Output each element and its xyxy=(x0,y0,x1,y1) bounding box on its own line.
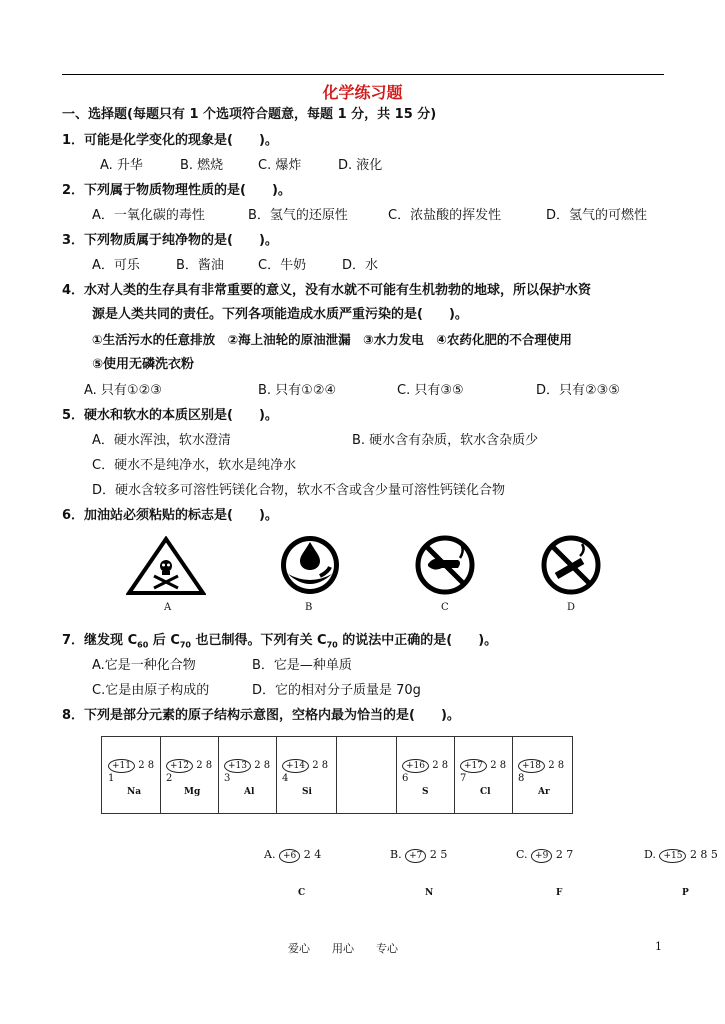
q1-option-b: B. 燃烧 xyxy=(180,158,224,173)
q5-option-d: D．硬水含较多可溶性钙镁化合物，软水不含或含少量可溶性钙镁化合物 xyxy=(92,483,506,498)
q2-option-a: A．一氧化碳的毒性 xyxy=(92,208,205,223)
q4-option-c: C. 只有③⑤ xyxy=(397,383,464,398)
q4-option-d: D．只有②③⑤ xyxy=(536,383,620,398)
sign-label-a: A xyxy=(164,602,172,613)
table-cell-na: +11 2 8 1 Na xyxy=(102,737,161,813)
q8-option-c-symbol: F xyxy=(556,888,563,898)
q4-items-line1: ①生活污水的任意排放 ②海上油轮的原油泄漏 ③水力发电 ④农药化肥的不合理使用 xyxy=(92,332,572,347)
q8-option-d-symbol: P xyxy=(682,888,689,898)
q1-option-c: C. 爆炸 xyxy=(258,158,302,173)
sign-label-b: B xyxy=(305,602,313,613)
page-footer: 爱心 用心 专心 xyxy=(288,942,398,955)
q4-items-line2: ⑤使用无磷洗衣粉 xyxy=(92,357,195,372)
q8-option-a-symbol: C xyxy=(298,888,306,898)
q3-option-a: A．可乐 xyxy=(92,258,140,273)
q5-option-c: C．硬水不是纯净水，软水是纯净水 xyxy=(92,458,297,473)
q4-option-a: A. 只有①②③ xyxy=(84,383,162,398)
toxic-warning-icon xyxy=(126,536,206,596)
table-cell-ar: +18 2 8 8 Ar xyxy=(518,760,565,797)
q4-option-b: B. 只有①②④ xyxy=(258,383,337,398)
page-number: 1 xyxy=(655,940,662,953)
sign-label-c: C xyxy=(441,602,449,613)
q7-option-d: D．它的相对分子质量是 70g xyxy=(252,683,421,698)
sign-label-d: D xyxy=(567,602,576,613)
atomic-structure-table xyxy=(101,736,573,814)
table-cell-cl: +17 2 8 7 Cl xyxy=(454,737,513,813)
q1-option-a: A. 升华 xyxy=(100,158,143,173)
q7-option-c: C.它是由原子构成的 xyxy=(92,683,210,698)
q8-option-d: D. +15 2 8 5 xyxy=(644,848,718,861)
q5-option-a: A．硬水浑浊，软水澄清 xyxy=(92,433,231,448)
q4-stem-line1: 4．水对人类的生存具有非常重要的意义，没有水就不可能有生机勃勃的地球，所以保护水资 xyxy=(62,283,592,298)
q5-option-b: B. 硬水含有杂质，软水含杂质少 xyxy=(352,433,539,448)
q7-stem: 7．继发现 $C_{60}$ 后 $C_{70}$ 也已制得。下列有关 $C_{70}$ 的说法中正确的是( )。 xyxy=(62,633,498,650)
q7-option-b: B．它是—种单质 xyxy=(252,658,352,673)
no-smoking-icon xyxy=(540,534,602,596)
q7-option-a: A.它是一种化合物 xyxy=(92,658,196,673)
table-cell-si: +14 2 8 4 Si xyxy=(276,737,337,813)
q3-option-c: C．牛奶 xyxy=(258,258,307,273)
q4-stem-line2: 源是人类共同的责任。下列各项能造成水质严重污染的是( )。 xyxy=(92,307,468,322)
page-title: 化学练习题 xyxy=(322,83,403,102)
q1-option-d: D. 液化 xyxy=(338,158,383,173)
q2-option-c: C．浓盐酸的挥发性 xyxy=(388,208,502,223)
header-rule xyxy=(62,74,664,75)
q8-option-b-symbol: N xyxy=(425,888,434,898)
q8-option-c: C. +9 2 7 xyxy=(516,848,574,861)
q3-option-b: B．酱油 xyxy=(176,258,224,273)
no-fire-icon xyxy=(414,534,476,596)
q8-stem: 8．下列是部分元素的原子结构示意图，空格内最为恰当的是( )。 xyxy=(62,708,460,723)
q2-stem: 2．下列属于物质物理性质的是( )。 xyxy=(62,183,291,198)
q2-option-d: D．氢气的可燃性 xyxy=(546,208,648,223)
section-heading: 一、选择题(每题只有 1 个选项符合题意，每题 1 分，共 15 分) xyxy=(62,107,437,122)
q2-option-b: B．氢气的还原性 xyxy=(248,208,348,223)
table-cell-mg: +12 2 8 2 Mg xyxy=(160,737,219,813)
q8-option-a: A. +6 2 4 xyxy=(264,848,322,861)
q3-option-d: D．水 xyxy=(342,258,379,273)
table-cell-al: +13 2 8 3 Al xyxy=(218,737,277,813)
corrosive-icon xyxy=(280,534,340,596)
table-cell-s: +16 2 8 6 S xyxy=(396,737,455,813)
q6-stem: 6．加油站必须粘贴的标志是( )。 xyxy=(62,508,278,523)
q5-stem: 5．硬水和软水的本质区别是( )。 xyxy=(62,408,278,423)
q1-stem: 1．可能是化学变化的现象是( )。 xyxy=(62,133,278,148)
q8-option-b: B. +7 2 5 xyxy=(390,848,448,861)
q3-stem: 3．下列物质属于纯净物的是( )。 xyxy=(62,233,278,248)
table-cell-blank xyxy=(336,737,397,813)
